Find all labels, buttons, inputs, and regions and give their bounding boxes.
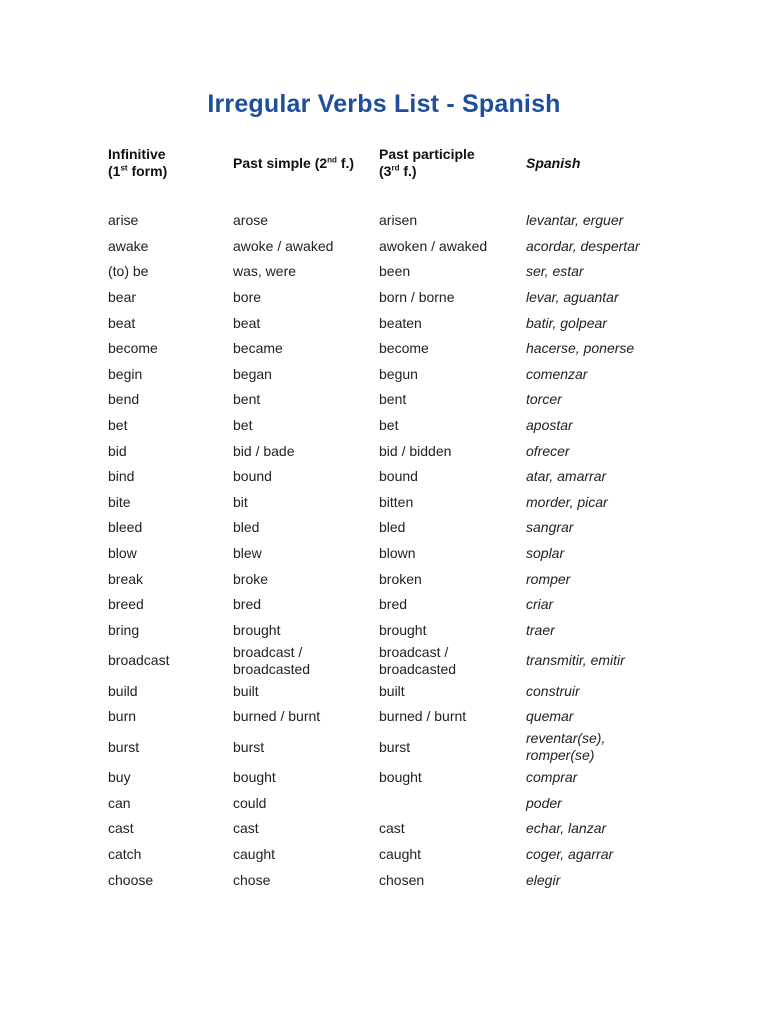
table-row xyxy=(0,285,768,311)
table-row xyxy=(0,678,768,704)
cell-past-participle: been xyxy=(379,263,411,280)
cell-infinitive: awake xyxy=(108,237,149,254)
cell-past-participle: born / borne xyxy=(379,289,455,306)
cell-spanish: romper xyxy=(526,570,571,587)
cell-spanish: levantar, erguer xyxy=(526,212,624,229)
table-row xyxy=(0,362,768,388)
cell-past-simple: chose xyxy=(233,871,271,888)
cell-past-participle: bled xyxy=(379,519,406,536)
cell-spanish: traer xyxy=(526,621,555,638)
table-row xyxy=(0,730,768,765)
table-row xyxy=(0,842,768,868)
table-row xyxy=(0,704,768,730)
cell-past-simple: arose xyxy=(233,212,269,229)
table-row xyxy=(0,515,768,541)
cell-infinitive: burst xyxy=(108,738,140,755)
cell-infinitive: can xyxy=(108,794,131,811)
cell-spanish: quemar xyxy=(526,708,574,725)
cell-spanish: hacerse, ponerse xyxy=(526,340,635,357)
cell-spanish: echar, lanzar xyxy=(526,820,607,837)
header-infinitive xyxy=(108,143,226,183)
table-row xyxy=(0,867,768,893)
cell-past-participle: arisen xyxy=(379,212,418,229)
header-infinitive-main: Infinitive xyxy=(108,146,166,162)
cell-past-simple: bet xyxy=(233,417,253,434)
table-row xyxy=(0,464,768,490)
cell-spanish: transmitir, emitir xyxy=(526,652,625,669)
cell-spanish: poder xyxy=(526,794,562,811)
cell-past-participle: bet xyxy=(379,417,399,434)
cell-past-simple: blew xyxy=(233,545,262,562)
cell-infinitive: bear xyxy=(108,289,137,306)
cell-spanish: acordar, despertar xyxy=(526,237,640,254)
page-title: Irregular Verbs List - Spanish xyxy=(207,90,561,118)
cell-spanish: construir xyxy=(526,682,580,699)
cell-infinitive: build xyxy=(108,682,138,699)
header-spanish: Spanish xyxy=(526,154,581,171)
cell-past-simple: brought xyxy=(233,621,281,638)
table-row xyxy=(0,490,768,516)
table-row xyxy=(0,413,768,439)
table-row xyxy=(0,234,768,260)
table-row xyxy=(0,387,768,413)
cell-infinitive: arise xyxy=(108,212,139,229)
cell-past-simple: broadcast / broadcasted xyxy=(233,643,311,677)
cell-infinitive: bite xyxy=(108,493,131,510)
cell-past-participle: become xyxy=(379,340,429,357)
cell-past-participle: cast xyxy=(379,820,405,837)
cell-spanish: reventar(se), romper(se) xyxy=(526,730,606,764)
cell-past-participle: bound xyxy=(379,468,418,485)
cell-infinitive: broadcast xyxy=(108,652,170,669)
cell-past-simple: could xyxy=(233,794,267,811)
cell-past-simple: bit xyxy=(233,493,248,510)
cell-infinitive: beat xyxy=(108,314,136,331)
table-row xyxy=(0,816,768,842)
cell-past-simple: cast xyxy=(233,820,259,837)
cell-past-simple: built xyxy=(233,682,259,699)
table-row xyxy=(0,310,768,336)
cell-spanish: criar xyxy=(526,596,554,613)
cell-past-simple: was, were xyxy=(233,263,297,280)
cell-infinitive: (to) be xyxy=(108,263,149,280)
cell-past-simple: burned / burnt xyxy=(233,708,321,725)
cell-infinitive: bring xyxy=(108,621,140,638)
table-row xyxy=(0,765,768,791)
cell-past-simple: bound xyxy=(233,468,272,485)
table-row xyxy=(0,566,768,592)
cell-infinitive: become xyxy=(108,340,158,357)
cell-spanish: apostar xyxy=(526,417,573,434)
cell-spanish: comenzar xyxy=(526,365,588,382)
cell-spanish: soplar xyxy=(526,545,565,562)
table-row xyxy=(0,208,768,234)
cell-past-simple: bent xyxy=(233,391,261,408)
header-past-simple-pre: Past simple (2 xyxy=(233,154,328,171)
table-header xyxy=(0,143,768,183)
cell-past-participle: burst xyxy=(379,738,411,755)
cell-past-participle: brought xyxy=(379,621,427,638)
cell-past-participle: awoken / awaked xyxy=(379,237,488,254)
cell-spanish: ofrecer xyxy=(526,442,570,459)
cell-spanish: sangrar xyxy=(526,519,574,536)
cell-past-participle: blown xyxy=(379,545,416,562)
cell-spanish: torcer xyxy=(526,391,562,408)
cell-past-participle: built xyxy=(379,682,405,699)
cell-spanish: batir, golpear xyxy=(526,314,607,331)
cell-infinitive: bind xyxy=(108,468,135,485)
table-row xyxy=(0,336,768,362)
cell-past-simple: bore xyxy=(233,289,262,306)
cell-past-participle: bred xyxy=(379,596,408,613)
table-row xyxy=(0,643,768,678)
cell-infinitive: choose xyxy=(108,871,154,888)
cell-infinitive: break xyxy=(108,570,144,587)
header-past-participle-line2-pre: (3 xyxy=(379,163,392,179)
cell-past-simple: beat xyxy=(233,314,261,331)
cell-spanish: comprar xyxy=(526,769,578,786)
table-row xyxy=(0,592,768,618)
table-row xyxy=(0,541,768,567)
cell-past-participle: broken xyxy=(379,570,422,587)
cell-past-participle: burned / burnt xyxy=(379,708,467,725)
cell-infinitive: catch xyxy=(108,845,142,862)
cell-spanish: atar, amarrar xyxy=(526,468,607,485)
header-past-participle-sup: rd xyxy=(391,163,400,173)
cell-past-participle: chosen xyxy=(379,871,425,888)
cell-infinitive: breed xyxy=(108,596,144,613)
cell-spanish: ser, estar xyxy=(526,263,584,280)
cell-past-simple: awoke / awaked xyxy=(233,237,334,254)
table-row xyxy=(0,438,768,464)
table-row xyxy=(0,259,768,285)
cell-spanish: coger, agarrar xyxy=(526,845,614,862)
cell-spanish: elegir xyxy=(526,871,561,888)
table-row xyxy=(0,790,768,816)
header-past-simple-post: f.) xyxy=(336,154,355,171)
header-infinitive-line2-post: form) xyxy=(127,163,168,179)
cell-past-participle: caught xyxy=(379,845,422,862)
cell-spanish: morder, picar xyxy=(526,493,608,510)
cell-past-participle: beaten xyxy=(379,314,422,331)
cell-infinitive: bend xyxy=(108,391,140,408)
header-past-simple-sup: nd xyxy=(327,154,337,164)
cell-past-simple: burst xyxy=(233,738,265,755)
cell-spanish: levar, aguantar xyxy=(526,289,619,306)
cell-infinitive: bleed xyxy=(108,519,143,536)
cell-past-participle: bid / bidden xyxy=(379,442,452,459)
cell-infinitive: burn xyxy=(108,708,137,725)
cell-infinitive: cast xyxy=(108,820,134,837)
header-past-simple xyxy=(233,143,373,183)
cell-past-simple: broke xyxy=(233,570,269,587)
cell-past-simple: bid / bade xyxy=(233,442,295,459)
cell-past-simple: began xyxy=(233,365,272,382)
header-past-participle-line2-post: f.) xyxy=(399,163,417,179)
cell-infinitive: begin xyxy=(108,365,143,382)
cell-past-participle: bought xyxy=(379,769,422,786)
cell-past-participle: bitten xyxy=(379,493,414,510)
cell-past-participle: broadcast / broadcasted xyxy=(379,643,457,677)
table-row xyxy=(0,618,768,644)
cell-infinitive: blow xyxy=(108,545,137,562)
cell-past-simple: bought xyxy=(233,769,276,786)
header-infinitive-line2-pre: (1 xyxy=(108,163,121,179)
header-past-participle-main: Past participle xyxy=(379,146,475,162)
cell-past-participle xyxy=(379,790,519,816)
cell-infinitive: buy xyxy=(108,769,131,786)
cell-infinitive: bet xyxy=(108,417,128,434)
cell-past-simple: bled xyxy=(233,519,260,536)
cell-past-simple: bred xyxy=(233,596,262,613)
header-past-participle xyxy=(379,143,519,183)
cell-past-participle: bent xyxy=(379,391,407,408)
verb-table-body xyxy=(0,208,768,893)
header-infinitive-sup: st xyxy=(120,163,128,173)
cell-past-participle: begun xyxy=(379,365,418,382)
cell-past-simple: caught xyxy=(233,845,276,862)
cell-past-simple: became xyxy=(233,340,283,357)
cell-infinitive: bid xyxy=(108,442,127,459)
